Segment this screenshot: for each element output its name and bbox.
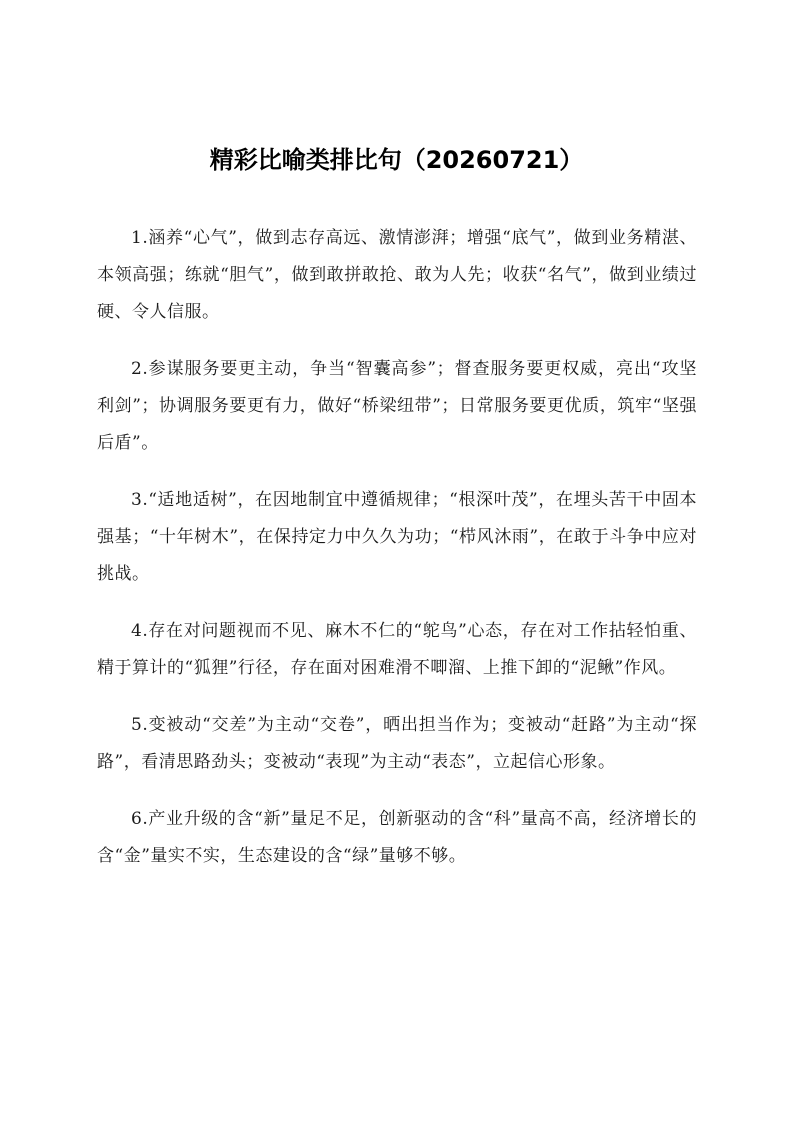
- paragraph-3: 3.“适地适树”，在因地制宜中遵循规律；“根深叶茂”，在埋头苦干中固本强基；“十年树木”，在保持定力中久久为功；“栉风沐雨”，在敢于斗争中应对挑战。: [97, 490, 697, 584]
- document-body: [97, 220, 697, 895]
- paragraph-2: 2.参谋服务要更主动，争当“智囊高参”；督查服务要更权威，亮出“攻坚利剑”；协调服务要更有力，做好“桥梁纽带”；日常服务要更优质，筑牢“坚强后盾”。: [97, 359, 697, 453]
- paragraph-5: 5.变被动“交差”为主动“交卷”，晒出担当作为；变被动“赶路”为主动“探路”，看清思路劲头；变被动“表现”为主动“表态”，立起信心形象。: [97, 715, 697, 772]
- paragraph-1: 1.涵养“心气”，做到志存高远、激情澎湃；增强“底气”，做到业务精湛、本领高强；练就“胆气”，做到敢拼敢抢、敢为人先；收获“名气”，做到业绩过硬、令人信服。: [97, 228, 697, 322]
- paragraph-6: 6.产业升级的含“新”量足不足，创新驱动的含“科”量高不高，经济增长的含“金”量实不实，生态建设的含“绿”量够不够。: [97, 809, 697, 866]
- paragraph-4: 4.存在对问题视而不见、麻木不仁的“鸵鸟”心态，存在对工作拈轻怕重、精于算计的“狐狸”行径，存在面对困难滑不唧溜、上推下卸的“泥鳅”作风。: [97, 621, 697, 678]
- document-title: 精彩比喻类排比句（20260721）: [209, 146, 584, 174]
